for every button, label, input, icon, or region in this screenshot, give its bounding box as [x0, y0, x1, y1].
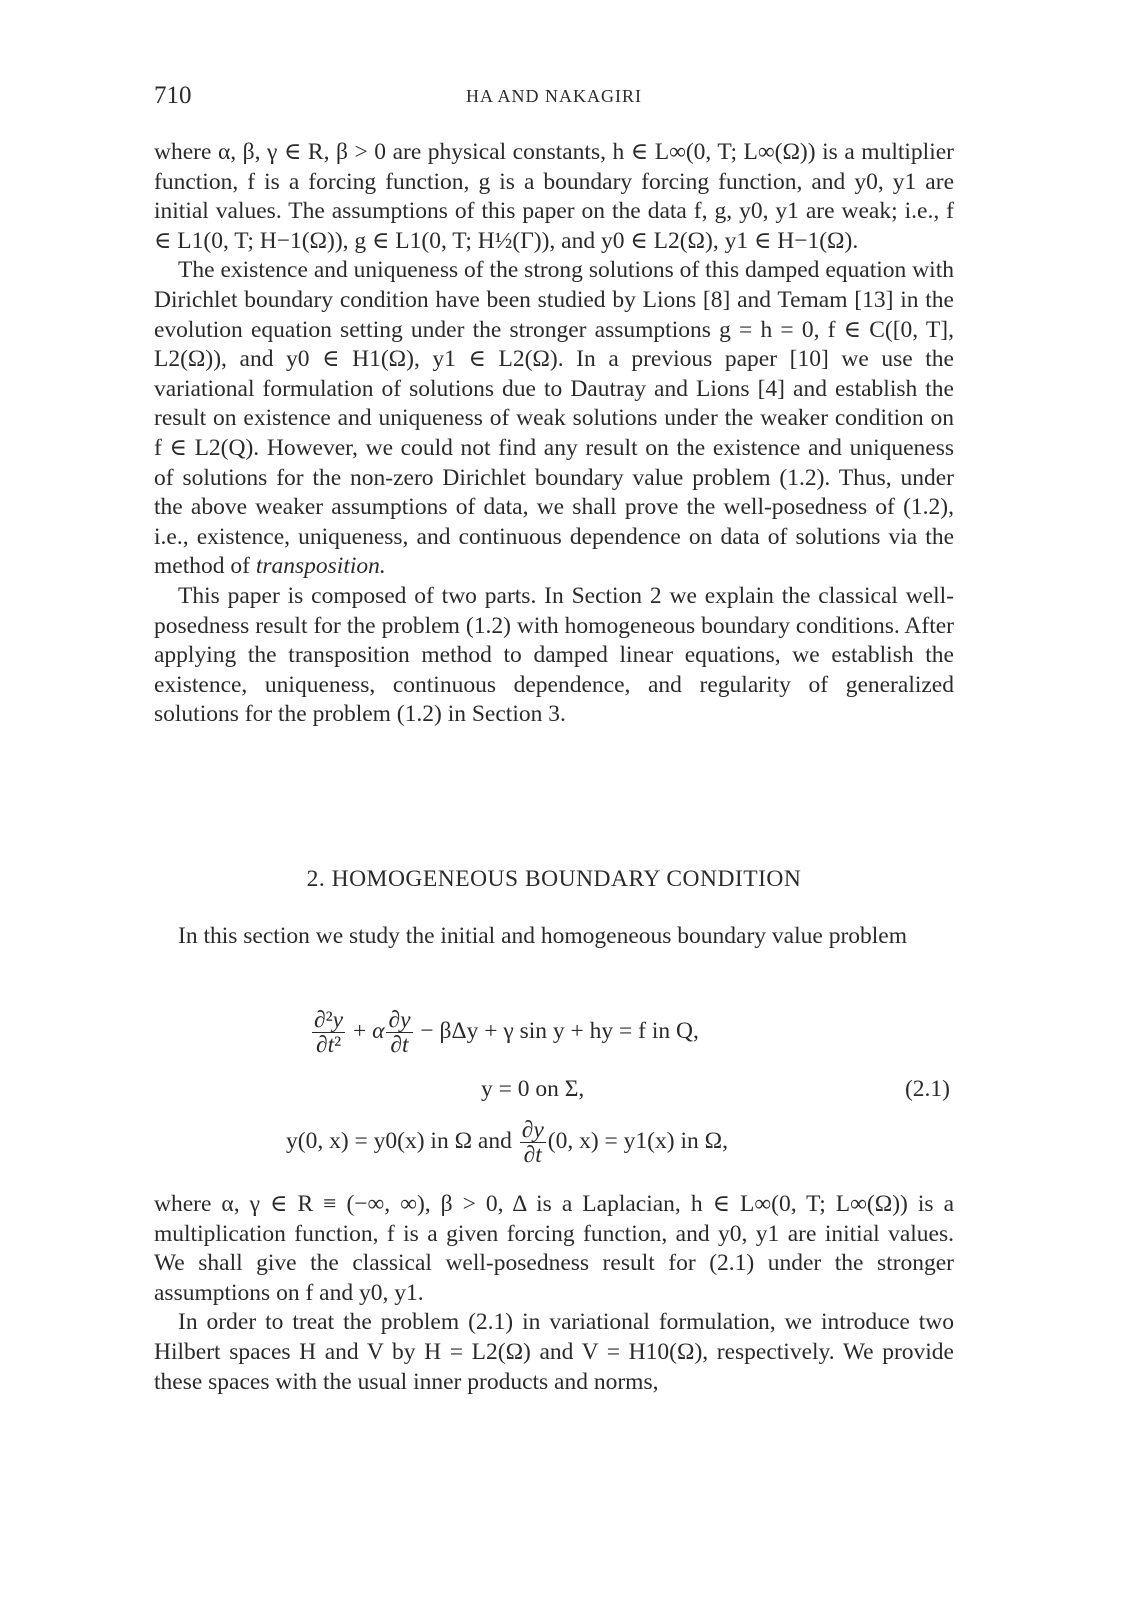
running-head: HA AND NAKAGIRI [466, 86, 642, 106]
equation-line-2: y = 0 on Σ, [481, 1076, 585, 1102]
equation-line-1: $\frac{\text{∂²y}}{\text{∂t²}}$ + α $\frac{\partial y}{\partial t}$ − βΔy + γ sin y + hy = f in Q, [314, 1007, 699, 1058]
equation-line-3-right: (0, x) = y1(x) in Ω, [547, 1127, 728, 1154]
paragraph-4: In this section we study the initial and homogeneous boundary value problem [178, 923, 908, 949]
section-heading: 2. HOMOGENEOUS BOUNDARY CONDITION [306, 866, 802, 892]
equation-line-1-rest: − βΔy + γ sin y + hy = f in Q, [420, 1017, 699, 1044]
page-header [154, 82, 954, 112]
initial-velocity-fraction: $\frac{\partial y}{\partial t}$ [521, 1117, 544, 1168]
section-intro [154, 922, 954, 952]
emphasis-transposition: transposition. [255, 553, 386, 580]
closing-block [154, 1190, 954, 1397]
second-derivative-fraction: $\frac{\text{∂²y}}{\text{∂t²}}$ [314, 1007, 344, 1058]
paragraph-2-text: The existence and uniqueness of the strong solutions of this damped equation with Dirichlet boundary condition have been studied by Lions [8] and Temam [13] in the evolution equation setting under the stronger assumptions g = h = 0, f ∈ C([0, T], L2(Ω)), and y0 ∈ H1(Ω), y1 ∈ L2(Ω). In a previous paper [10] we use the variational formulation of solutions due to Dautray and Lions [4] and establish the result on existence and uniqueness of weak solutions under the weaker condition on f ∈ L2(Q). However, we could not find any result on the existence and uniqueness of solutions for the non-zero Dirichlet boundary value problem (1.2). Thus, under the above weaker assumptions of data, we shall prove the well-posedness of (1.2), i.e., existence, uniqueness, and continuous dependence on data of solutions via the method of [154, 257, 954, 580]
paragraph-3: This paper is composed of two parts. In Section 2 we explain the classical well-posedness result for the problem (1.2) with homogeneous boundary conditions. After applying the transposition method to damped linear equations, we establish the existence, uniqueness, continuous dependence, and regularity of generalized solutions for the problem (1.2) in Section 3. [154, 582, 954, 728]
paragraph-5: where α, γ ∈ R ≡ (−∞, ∞), β > 0, Δ is a Laplacian, h ∈ L∞(0, T; L∞(Ω)) is a multiplication function, f is a given forcing function, and y0, y1 are initial values. We shall give the classical well-posedness result for (2.1) under the stronger assumptions on f and y0, y1. [154, 1191, 954, 1306]
first-derivative-fraction: $\frac{\partial y}{\partial t}$ [388, 1007, 411, 1058]
intro-block [154, 138, 954, 730]
paragraph-1: where α, β, γ ∈ R, β > 0 are physical constants, h ∈ L∞(0, T; L∞(Ω)) is a multiplier function, f is a forcing function, g is a boundary forcing function, and y0, y1 are initial values. The assumptions of this paper on the data f, g, y0, y1 are weak; i.e., f ∈ L1(0, T; H−1(Ω)), g ∈ L1(0, T; H½(Γ)), and y0 ∈ L2(Ω), y1 ∈ H−1(Ω). [154, 139, 954, 254]
paragraph-2 [154, 256, 954, 582]
equation-number: (2.1) [904, 1076, 950, 1102]
equation-2-1 [154, 1008, 954, 1178]
equation-line-3 [286, 1118, 728, 1167]
page-number: 710 [154, 82, 192, 109]
equation-line-3-left: y(0, x) = y0(x) in Ω and [286, 1127, 512, 1154]
paragraph-6: In order to treat the problem (2.1) in variational formulation, we introduce two Hilbert spaces H and V by H = L2(Ω) and V = H10(Ω), respectively. We provide these spaces with the usual inner products and norms, [154, 1309, 954, 1395]
